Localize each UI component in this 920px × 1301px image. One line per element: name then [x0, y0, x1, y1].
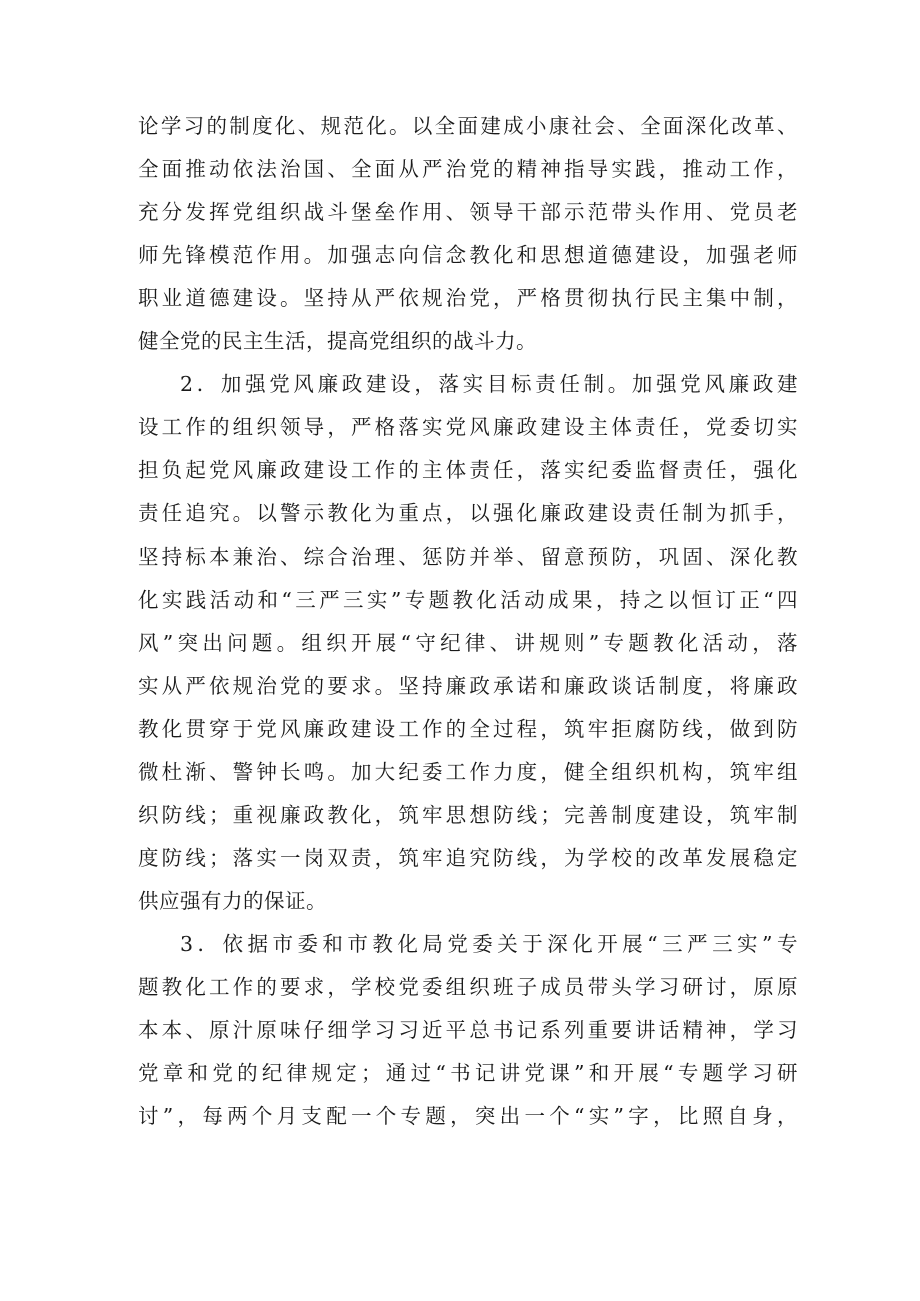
- text-line: 设工作的组织领导，严格落实党风廉政建设主体责任，党委切实: [138, 415, 798, 440]
- text-line: 责任追究。以警示教化为重点，以强化廉政建设责任制为抓手，: [138, 501, 798, 526]
- text-line: 供应强有力的保证。: [138, 888, 327, 913]
- text-line: 担负起党风廉政建设工作的主体责任，落实纪委监督责任，强化: [138, 458, 798, 483]
- text-line: 健全党的民主生活，提高党组织的战斗力。: [138, 329, 537, 354]
- text-line: 党章和党的纪律规定；通过“书记讲党课”和开展“专题学习研: [138, 1061, 798, 1086]
- text-line: 化实践活动和“三严三实”专题教化活动成果，持之以恒订正“四: [138, 587, 798, 612]
- text-line: 织防线；重视廉政教化，筑牢思想防线；完善制度建设，筑牢制: [138, 802, 798, 827]
- text-line: 师先锋模范作用。加强志向信念教化和思想道德建设，加强老师: [138, 243, 798, 268]
- text-line: 度防线；落实一岗双责，筑牢追究防线，为学校的改革发展稳定: [138, 845, 798, 870]
- text-line: 实从严依规治党的要求。坚持廉政承诺和廉政谈话制度，将廉政: [138, 673, 798, 698]
- text-line: 微杜渐、警钟长鸣。加大纪委工作力度，健全组织机构，筑牢组: [138, 759, 798, 784]
- text-line: 讨”，每两个月支配一个专题，突出一个“实”字，比照自身，: [138, 1104, 798, 1129]
- text-line: 充分发挥党组织战斗堡垒作用、领导干部示范带头作用、党员老: [138, 200, 798, 225]
- text-line: 3．依据市委和市教化局党委关于深化开展“三严三实”专: [180, 931, 798, 956]
- text-line: 风”突出问题。组织开展“守纪律、讲规则”专题教化活动，落: [138, 630, 798, 655]
- text-line: 本本、原汁原味仔细学习习近平总书记系列重要讲话精神，学习: [138, 1018, 798, 1043]
- text-line: 教化贯穿于党风廉政建设工作的全过程，筑牢拒腐防线，做到防: [138, 716, 798, 741]
- text-line: 论学习的制度化、规范化。以全面建成小康社会、全面深化改革、: [138, 114, 798, 138]
- text-line: 题教化工作的要求，学校党委组织班子成员带头学习研讨，原原: [138, 975, 798, 999]
- text-line: 全面推动依法治国、全面从严治党的精神指导实践，推动工作，: [138, 157, 798, 182]
- text-line: 2．加强党风廉政建设，落实目标责任制。加强党风廉政建: [180, 372, 798, 397]
- text-line: 职业道德建设。坚持从严依规治党，严格贯彻执行民主集中制，: [138, 286, 798, 311]
- text-line: 坚持标本兼治、综合治理、惩防并举、留意预防，巩固、深化教: [138, 544, 798, 569]
